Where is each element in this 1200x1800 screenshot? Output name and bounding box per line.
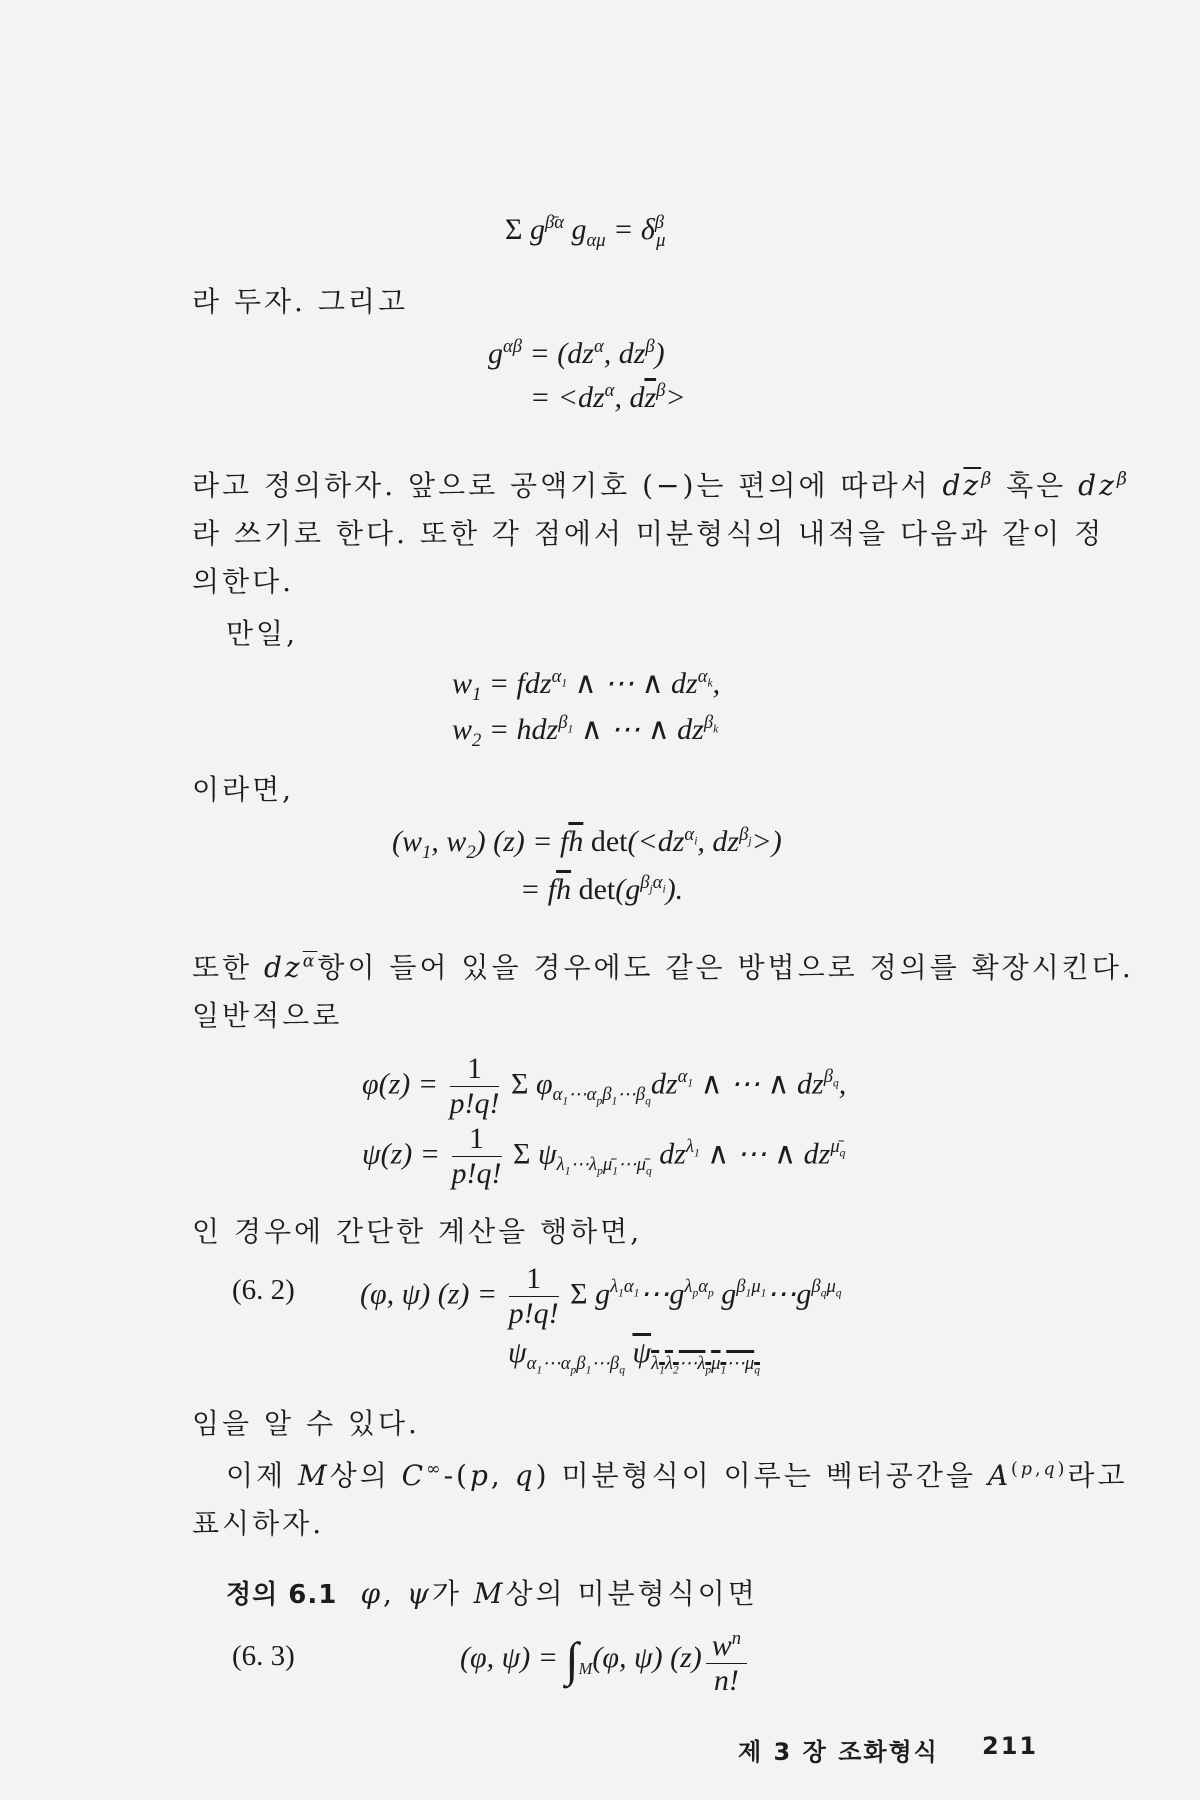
text-ra-duja: 라 두자. 그리고: [192, 285, 408, 318]
equation-g-def-1: $g^{\alpha\beta} = (dz^\alpha$, $dz^\beta$): [488, 336, 665, 370]
equation-g-def-2: = $<dz^\alpha$, $d\overline{z}^\beta>$: [530, 380, 686, 414]
equation-6-3: (φ, $\psi) = \int_M(\varphi$, ψ) (z) $\frac{w^n}{n!}$: [460, 1622, 751, 1698]
text-manil: 만일,: [226, 617, 298, 650]
para-define-line-1: 라고 정의하자. 앞으로 공액기호 (−)는 편의에 따라서 $d\overline{z}^\beta$ 혹은 $dz^\beta$: [192, 469, 1130, 502]
text-iramyeon: 이라면,: [192, 773, 295, 806]
para-extend-line-2: 일반적으로: [192, 999, 343, 1032]
equation-inner-1: ($w_1$, $w_2$) $(z) = f\overline{h}$ $\det(<dz^{\alpha_i}$, $dz^{\beta_j}>$): [392, 824, 782, 863]
text-imeul: 임을 알 수 있다.: [192, 1407, 420, 1440]
para-extend-line-1: 또한 $dz^{\overline{\alpha}}$항이 들어 있을 경우에도 같은 방법으로 정의를 확장시킨다.: [192, 951, 1134, 984]
equation-w1: $w_1 = fdz^{\alpha_1}$ ∧ ⋯ ∧ $dz^{\alpha_k}$,: [452, 666, 721, 705]
equation-delta: Σ $g^{\betā\alpha}$ $g_{\alpha\mu} = \delta^\beta_\mu$: [505, 212, 666, 251]
equation-number-6-2: (6. 2): [232, 1274, 295, 1306]
footer-page-number: 211: [982, 1732, 1039, 1760]
equation-number-6-3: (6. 3): [232, 1640, 295, 1672]
para-define-line-2: 라 쓰기로 한다. 또한 각 점에서 미분형식의 내적을 다음과 같이 정: [192, 517, 1105, 550]
para-space-line-2: 표시하자.: [192, 1507, 325, 1540]
para-space-line-1: 이제 M상의 C∞-(p, q) 미분형식이 이루는 벡터공간을 A$^{(p,q)}$라고: [226, 1459, 1128, 1492]
equation-w2: $w_2 = hdz^{\beta_1}$ ∧ ⋯ ∧ $dz^{\beta_k}$: [452, 712, 719, 751]
equation-inner-2: = $f\overline{h}$ $\det(g^{\beta_j\alpha_i})$.: [520, 872, 684, 906]
definition-text: φ, ψ가 M상의 미분형식이면: [360, 1577, 758, 1610]
text-in-gyeongu: 인 경우에 간단한 계산을 행하면,: [192, 1215, 643, 1248]
definition-6-1: [226, 1572, 758, 1612]
equation-6-2-line-2: $\psi_{\alpha_1\cdots\alpha_p\beta_1\cdots\beta_q}$ $\psi_{\lambda_1\lambda_2\cdots\lambda_p\mu_1\cdots\mu_q}$: [508, 1336, 760, 1377]
equation-phi: φ(z) = $\frac{1}{p!q!}$ Σ $\varphi_{\alpha_1\cdots\alpha_p\beta_1\cdots\beta_q}dz^{\alpha_1}$ ∧ ⋯ ∧ $dz^{\beta_q}$,: [362, 1052, 847, 1120]
definition-label: 정의 6.1: [226, 1580, 338, 1610]
para-define-line-3: 의한다.: [192, 565, 295, 598]
equation-6-2-line-1: (φ, ψ) (z) = $\frac{1}{p!q!}$ Σ $g^{\lambda_1\alpha_1}\cdots g^{\lambda_p\alpha_p}$ $g^{\beta_1\mu_1}\cdots g^{\beta_q\mu_q}$: [360, 1262, 842, 1330]
equation-psi: ψ(z) = $\frac{1}{p!q!}$ Σ $\psi_{\lambda_1\cdots\lambda_p\mū_1\cdots\mū_q}$ $dz^{\lambda_1}$ ∧ ⋯ ∧ $dz^{\mū_q}$: [362, 1122, 846, 1190]
footer-chapter: 제 3 장 조화형식: [738, 1738, 939, 1766]
